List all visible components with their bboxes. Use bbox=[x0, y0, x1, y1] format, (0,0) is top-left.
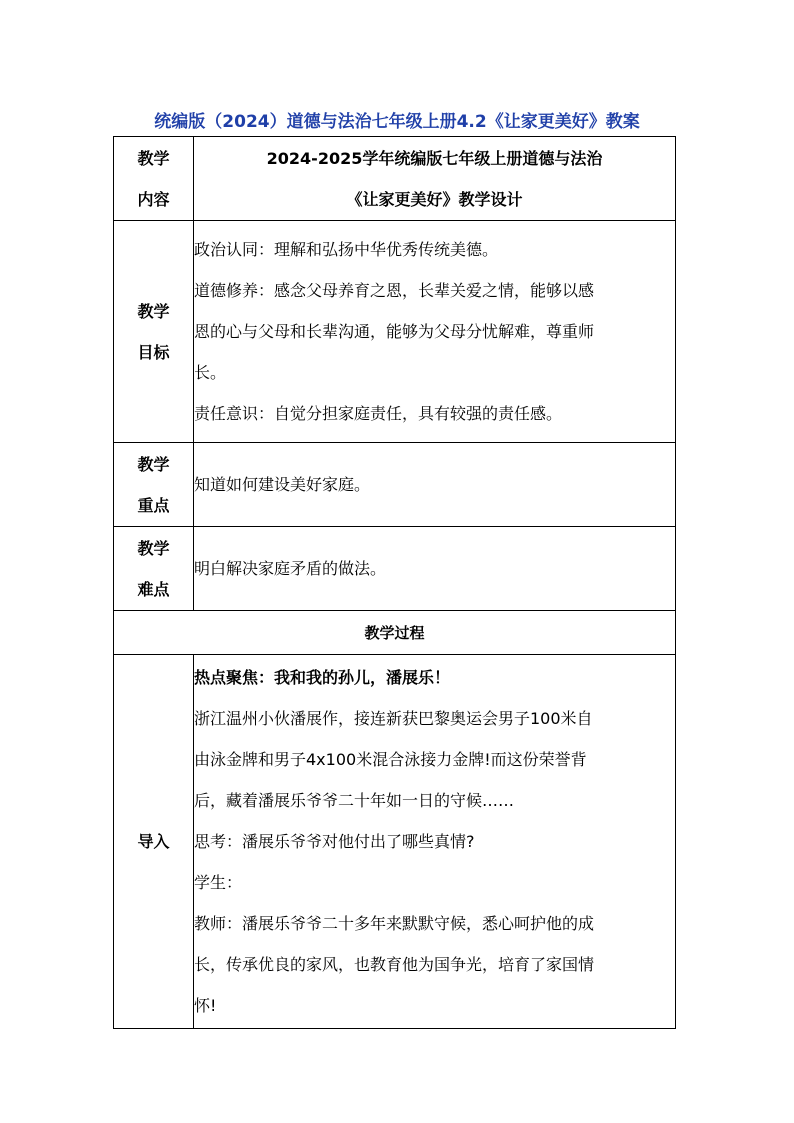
label-line: 教学 bbox=[137, 301, 170, 321]
cell-teaching-goals bbox=[194, 221, 676, 443]
row-process-header bbox=[114, 611, 676, 655]
goal-line: 长。 bbox=[194, 363, 227, 382]
cell-intro bbox=[194, 655, 676, 1029]
label-line: 内容 bbox=[137, 189, 170, 209]
label-key-points bbox=[114, 443, 194, 527]
label-teaching-goals bbox=[114, 221, 194, 443]
label-line: 教学 bbox=[137, 454, 170, 474]
process-header: 教学过程 bbox=[114, 611, 676, 655]
goal-line: 道德修养：感念父母养育之恩，长辈关爱之情，能够以感 bbox=[194, 281, 595, 300]
intro-line: 由泳金牌和男子4x100米混合泳接力金牌!而这份荣誉背 bbox=[194, 750, 587, 769]
row-teaching-goals bbox=[114, 221, 676, 443]
row-difficulties bbox=[114, 527, 676, 611]
cell-teaching-content bbox=[194, 137, 676, 221]
intro-line: 长，传承优良的家风，也教育他为国争光，培育了家国情 bbox=[194, 955, 595, 974]
row-teaching-content bbox=[114, 137, 676, 221]
difficulties-text: 明白解决家庭矛盾的做法。 bbox=[194, 559, 387, 578]
content-line: 《让家更美好》教学设计 bbox=[346, 189, 523, 209]
goal-line: 政治认同：理解和弘扬中华优秀传统美德。 bbox=[194, 240, 499, 259]
label-line: 目标 bbox=[137, 342, 170, 362]
document-title: 统编版（2024）道德与法治七年级上册4.2《让家更美好》教案 bbox=[154, 112, 640, 132]
intro-line: 怀! bbox=[194, 996, 217, 1015]
label-intro: 导入 bbox=[114, 655, 194, 1029]
content-line: 2024-2025学年统编版七年级上册道德与法治 bbox=[266, 148, 603, 168]
row-intro bbox=[114, 655, 676, 1029]
intro-line: 学生： bbox=[194, 873, 243, 892]
intro-line: 后，藏着潘展乐爷爷二十年如一日的守候…… bbox=[194, 791, 515, 810]
intro-line: 思考：潘展乐爷爷对他付出了哪些真情? bbox=[194, 832, 475, 851]
goal-line: 责任意识：自觉分担家庭责任，具有较强的责任感。 bbox=[194, 404, 563, 423]
label-teaching-content bbox=[114, 137, 194, 221]
label-difficulties bbox=[114, 527, 194, 611]
row-key-points bbox=[114, 443, 676, 527]
cell-key-points bbox=[194, 443, 676, 527]
intro-line: 浙江温州小伙潘展作，接连新获巴黎奥运会男子100米自 bbox=[194, 709, 593, 728]
label-line: 教学 bbox=[137, 538, 170, 558]
intro-line: 教师：潘展乐爷爷二十多年来默默守候，悉心呵护他的成 bbox=[194, 914, 595, 933]
lesson-plan-table bbox=[113, 136, 676, 1029]
label-line: 难点 bbox=[137, 579, 170, 599]
cell-difficulties bbox=[194, 527, 676, 611]
goal-line: 恩的心与父母和长辈沟通，能够为父母分忧解难，尊重师 bbox=[194, 322, 595, 341]
intro-heading: 热点聚焦：我和我的孙儿，潘展乐！ bbox=[194, 668, 451, 687]
label-line: 教学 bbox=[137, 148, 170, 168]
label-line: 重点 bbox=[137, 495, 170, 515]
key-points-text: 知道如何建设美好家庭。 bbox=[194, 475, 371, 494]
